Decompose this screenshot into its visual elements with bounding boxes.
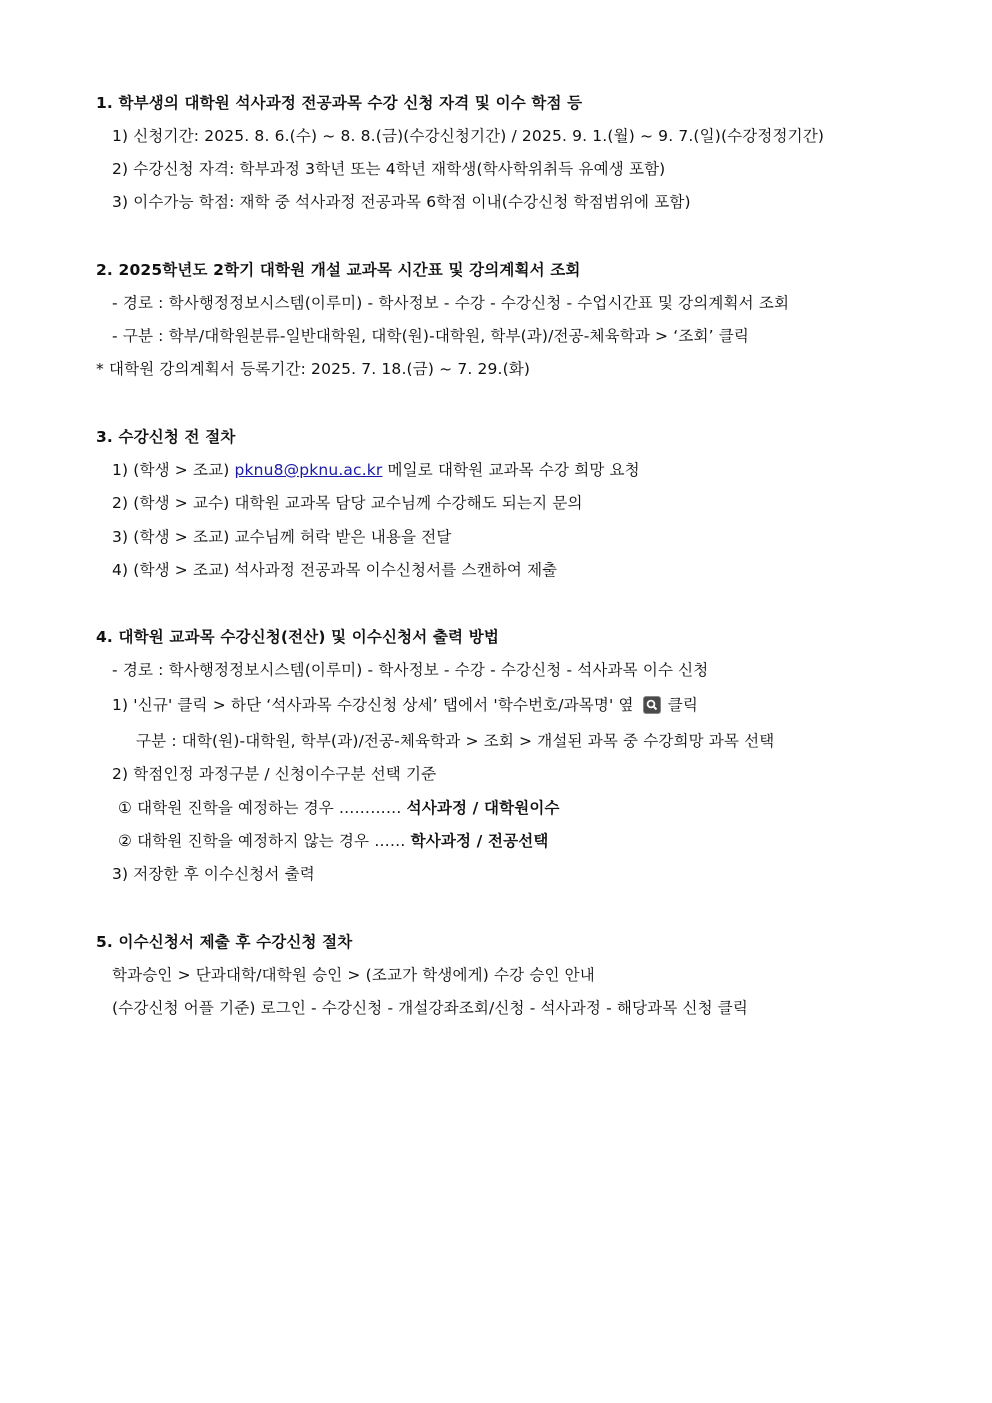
section-4-path: - 경로 : 학사행정정보시스템(이루미) - 학사정보 - 수강 - 수강신청 - 석사과목 이수 신청 — [112, 661, 709, 679]
option-1-choice: 석사과정 / 대학원이수 — [406, 799, 560, 817]
section-4-title: 4. 대학원 교과목 수강신청(전산) 및 이수신청서 출력 방법 — [96, 628, 499, 646]
section-4-step-1-sub: 구분 : 대학(원)-대학원, 학부(과)/전공-체육학과 > 조회 > 개설된 과목 중 수강희망 과목 선택 — [136, 732, 775, 750]
section-5-line-2: (수강신청 어플 기준) 로그인 - 수강신청 - 개설강좌조회/신청 - 석사과정 - 해당과목 신청 클릭 — [112, 999, 749, 1017]
section-4-option-2 — [118, 830, 549, 852]
section-4-step-2: 2) 학점인정 과정구분 / 신청이수구분 선택 기준 — [112, 765, 437, 783]
option-2-text: ② 대학원 진학을 예정하지 않는 경우 …… — [118, 832, 411, 850]
section-3-item-1 — [112, 459, 640, 481]
section-2-category: - 구분 : 학부/대학원분류-일반대학원, 대학(원)-대학원, 학부(과)/전공-체육학과 > ‘조회’ 클릭 — [112, 327, 749, 345]
section-4-step-3: 3) 저장한 후 이수신청서 출력 — [112, 865, 315, 883]
section-5-line-1: 학과승인 > 단과대학/대학원 승인 > (조교가 학생에게) 수강 승인 안내 — [112, 966, 595, 984]
section-1-item-2: 2) 수강신청 자격: 학부과정 3학년 또는 4학년 재학생(학사학위취득 유예생 포함) — [112, 160, 666, 178]
section-3-item-1-prefix: 1) (학생 > 조교) — [112, 461, 235, 479]
section-1-item-3: 3) 이수가능 학점: 재학 중 석사과정 전공과목 6학점 이내(수강신청 학점범위에 포함) — [112, 193, 691, 211]
section-1-item-1: 1) 신청기간: 2025. 8. 6.(수) ~ 8. 8.(금)(수강신청기간) / 2025. 9. 1.(월) ~ 9. 7.(일)(수강정정기간) — [112, 127, 825, 145]
section-4-step-1-suffix: 클릭 — [662, 696, 699, 714]
search-icon — [643, 696, 661, 714]
section-4-option-1 — [118, 797, 560, 819]
section-4-step-1-prefix: 1) '신규' 클릭 > 하단 ‘석사과목 수강신청 상세’ 탭에서 '학수번호/과목명' 옆 — [112, 696, 639, 714]
section-2-path: - 경로 : 학사행정정보시스템(이루미) - 학사정보 - 수강 - 수강신청 - 수업시간표 및 강의계획서 조회 — [112, 294, 790, 312]
section-1-title: 1. 학부생의 대학원 석사과정 전공과목 수강 신청 자격 및 이수 학점 등 — [96, 94, 583, 112]
section-3-item-3: 3) (학생 > 조교) 교수님께 허락 받은 내용을 전달 — [112, 528, 452, 546]
option-1-text: ① 대학원 진학을 예정하는 경우 ………… — [118, 799, 407, 817]
section-3-item-1-suffix: 메일로 대학원 교과목 수강 희망 요청 — [382, 461, 640, 479]
section-2-note: * 대학원 강의계획서 등록기간: 2025. 7. 18.(금) ~ 7. 29.(화) — [96, 360, 531, 378]
section-3-item-2: 2) (학생 > 교수) 대학원 교과목 담당 교수님께 수강해도 되는지 문의 — [112, 494, 583, 512]
section-3-title: 3. 수강신청 전 절차 — [96, 428, 236, 446]
section-2-title: 2. 2025학년도 2학기 대학원 개설 교과목 시간표 및 강의계획서 조회 — [96, 261, 581, 279]
email-link[interactable]: pknu8@pknu.ac.kr — [234, 461, 383, 479]
section-4-step-1 — [112, 694, 698, 716]
section-3-item-4: 4) (학생 > 조교) 석사과정 전공과목 이수신청서를 스캔하여 제출 — [112, 561, 558, 579]
section-5-title: 5. 이수신청서 제출 후 수강신청 절차 — [96, 933, 353, 951]
option-2-choice: 학사과정 / 전공선택 — [410, 832, 549, 850]
